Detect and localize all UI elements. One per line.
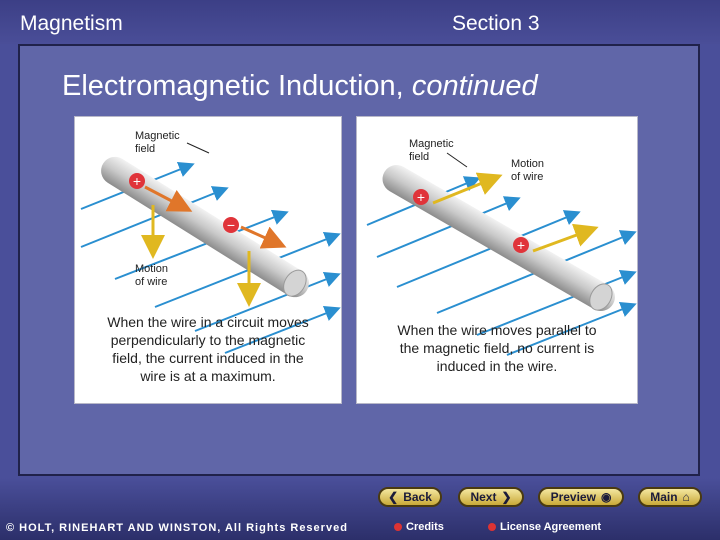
svg-text:+: +: [132, 173, 142, 189]
diagram-panel-perpendicular: [74, 116, 342, 404]
back-button[interactable]: ❮ Back: [378, 487, 442, 507]
svg-text:+: +: [516, 237, 526, 253]
svg-text:−: −: [226, 217, 236, 233]
label-leader: [187, 143, 209, 153]
slide-content: [18, 44, 700, 476]
field-label: Magnetic: [135, 130, 180, 142]
title-main: Electromagnetic Induction,: [62, 70, 404, 102]
main-button[interactable]: Main ⌂: [638, 487, 702, 507]
wire: [377, 160, 620, 316]
chevron-right-icon: ❯: [501, 490, 512, 504]
page-title: [62, 70, 538, 103]
caption-perpendicular: When the wire in a circuit moves perpendicularly to the magnetic field, the current induced in the wire is at a maximum.: [107, 314, 309, 384]
home-icon: ⌂: [682, 490, 690, 504]
label-leader: [447, 153, 467, 167]
copyright-text: © HOLT, RINEHART AND WINSTON, All Rights Reserved: [6, 522, 348, 534]
bullet-icon: [394, 523, 402, 531]
footer-bar: [0, 478, 720, 540]
slide-header: [0, 0, 720, 44]
next-button[interactable]: Next ❯: [458, 487, 524, 507]
svg-text:of wire: of wire: [135, 276, 168, 288]
svg-text:field: field: [409, 151, 430, 163]
field-label: Magnetic: [409, 138, 454, 150]
chevron-left-icon: ❮: [388, 490, 399, 504]
svg-text:of wire: of wire: [511, 171, 544, 183]
target-icon: ◉: [600, 490, 612, 504]
title-italic: continued: [411, 70, 538, 102]
preview-button[interactable]: Preview ◉: [538, 487, 624, 507]
chapter-title: Magnetism: [20, 12, 123, 35]
bullet-icon: [488, 523, 496, 531]
diagram-panel-parallel: [356, 116, 638, 404]
caption-parallel: When the wire moves parallel to the magnetic field, no current is induced in the wire.: [397, 322, 597, 374]
svg-text:field: field: [135, 143, 156, 155]
motion-label: Motion: [135, 263, 169, 275]
section-label: Section 3: [452, 12, 540, 35]
motion-arrow: [533, 229, 593, 251]
svg-text:+: +: [416, 189, 426, 205]
motion-label: Motion: [511, 158, 545, 170]
license-link[interactable]: License Agreement: [488, 521, 601, 533]
credits-link[interactable]: Credits: [394, 521, 444, 533]
